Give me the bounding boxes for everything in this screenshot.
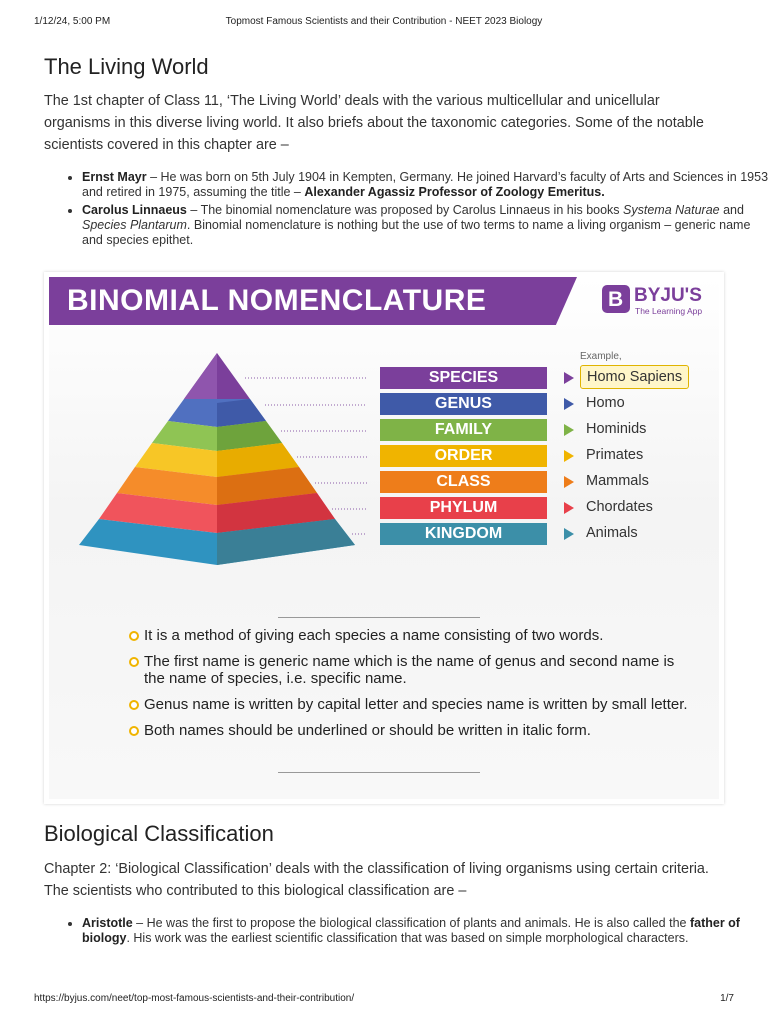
triangle-right-icon: [564, 372, 574, 384]
scientist-text: – The binomial nomenclature was proposed by Carolus Linnaeus in his books: [186, 203, 624, 217]
example-order: Primates: [586, 447, 644, 463]
source-url-link[interactable]: https://byjus.com/neet/top-most-famous-scientists-and-their-contribution/: [34, 993, 355, 1004]
pyramid-tier-species-shade: [184, 353, 217, 403]
section-intro-living-world: The 1st chapter of Class 11, ‘The Living World’ deals with the various multicellular and unicellular organisms in this diverse living world. It also briefs about the taxonomic categories. Some of the notable scientists covered in this chapter are –: [44, 93, 704, 153]
scientist-list-living-world: [44, 170, 768, 251]
triangle-right-icon: [564, 502, 574, 514]
print-datetime: 1/12/24, 5:00 PM: [34, 16, 111, 27]
list-item: [129, 722, 689, 739]
binomial-nomenclature-infographic: [44, 272, 724, 804]
scientist-list-biological-classification: [44, 916, 768, 949]
list-item: [82, 916, 768, 946]
scientist-title: father of biology: [82, 916, 740, 945]
triangle-right-icon: [564, 476, 574, 488]
section-heading-living-world: The Living World: [44, 54, 209, 79]
scientist-text: – He was born on 5th July 1904 in Kempten, Germany. He joined Harvard’s faculty of Arts and Sciences in 1953 and retired in 1975, assuming the title –: [82, 170, 768, 199]
scientist-name: Aristotle: [82, 916, 133, 930]
scientist-name: Carolus Linnaeus: [82, 203, 187, 217]
brand-tagline: The Learning App: [635, 306, 703, 316]
bullet-icon: [129, 726, 139, 736]
tier-label-kingdom: KINGDOM: [380, 523, 547, 545]
book-title: Species Plantarum: [82, 218, 187, 232]
tier-label-order: ORDER: [380, 445, 547, 467]
point-text: It is a method of giving each species a name consisting of two words.: [144, 627, 604, 644]
book-title: Systema Naturae: [623, 203, 720, 217]
infographic-title: BINOMIAL NOMENCLATURE: [67, 284, 487, 317]
tier-label-class: CLASS: [380, 471, 547, 493]
print-footer: [34, 993, 734, 1004]
tier-label-phylum: PHYLUM: [380, 497, 547, 519]
brand-name: BYJU'S: [634, 285, 702, 306]
example-class: Mammals: [586, 473, 649, 489]
taxonomy-pyramid: [67, 353, 367, 571]
list-item: [129, 653, 689, 687]
list-item: [82, 170, 768, 200]
scientist-text: – He was the first to propose the biological classification of plants and animals. He is also called the: [132, 916, 690, 930]
tier-label-species: SPECIES: [380, 367, 547, 389]
byjus-logo-letter: B: [608, 288, 624, 311]
point-text: Genus name is written by capital letter and species name is written by small letter.: [144, 696, 688, 713]
tier-label-family: FAMILY: [380, 419, 547, 441]
triangle-right-icon: [564, 528, 574, 540]
triangle-right-icon: [564, 398, 574, 410]
list-item: [129, 696, 689, 713]
scientist-text: . Binomial nomenclature is nothing but the use of two terms to name a living organism – generic name and species epithet.: [82, 218, 751, 247]
example-label: Example,: [580, 351, 622, 362]
bullet-icon: [129, 631, 139, 641]
triangle-right-icon: [564, 450, 574, 462]
example-family: Hominids: [586, 421, 647, 437]
point-text: Both names should be underlined or should be written in italic form.: [144, 722, 591, 739]
scientist-text: and: [719, 203, 744, 217]
scientist-text: . His work was the earliest scientific classification that was based on simple morphological characters.: [126, 931, 689, 945]
page-number: 1/7: [720, 993, 734, 1004]
tier-label-genus: GENUS: [380, 393, 547, 415]
nomenclature-points: [129, 627, 689, 748]
scientist-title: Alexander Agassiz Professor of Zoology Emeritus.: [304, 185, 605, 199]
example-phylum: Chordates: [586, 499, 653, 515]
example-species: Homo Sapiens: [580, 365, 689, 389]
section-heading-biological-classification: Biological Classification: [44, 821, 274, 846]
triangle-right-icon: [564, 424, 574, 436]
scientist-name: Ernst Mayr: [82, 170, 147, 184]
divider: [278, 772, 480, 773]
section-intro-biological-classification: Chapter 2: ‘Biological Classification’ deals with the classification of living organisms using certain criteria. The scientists who contributed to this biological classification are –: [44, 861, 709, 899]
example-kingdom: Animals: [586, 525, 638, 541]
list-item: [82, 203, 768, 248]
print-title: Topmost Famous Scientists and their Contribution - NEET 2023 Biology: [225, 16, 543, 27]
example-genus: Homo: [586, 395, 625, 411]
divider: [278, 617, 480, 618]
list-item: [129, 627, 689, 644]
bullet-icon: [129, 700, 139, 710]
bullet-icon: [129, 657, 139, 667]
point-text: The first name is generic name which is the name of genus and second name is the name of species, i.e. specific name.: [144, 653, 675, 687]
